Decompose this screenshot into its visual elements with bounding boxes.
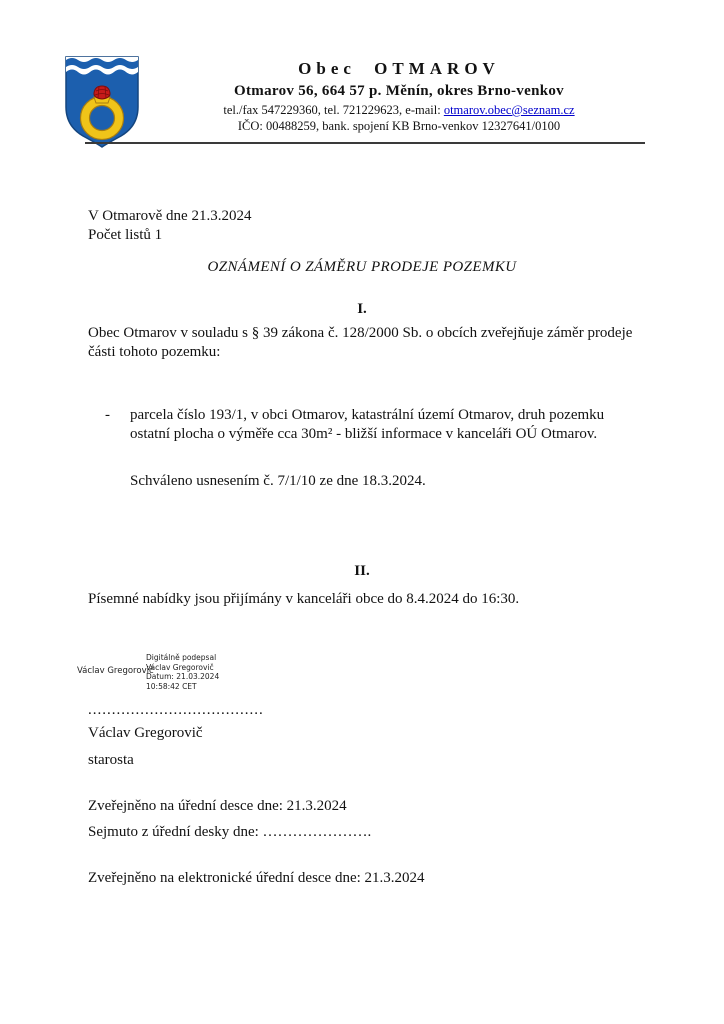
section-2-heading: II. (354, 563, 370, 579)
bullet-item (105, 406, 640, 444)
letterhead (150, 58, 648, 134)
signature-detail-line: Václav Gregorovič (146, 662, 214, 672)
section-1-heading: I. (357, 301, 367, 317)
contact-text: tel./fax 547229360, tel. 721229623, e-mail: (223, 103, 444, 117)
section-2-paragraph: Písemné nabídky jsou přijímány v kanceláři obce do 8.4.2024 do 16:30. (88, 591, 520, 607)
page-count: Počet listů 1 (88, 227, 163, 243)
approval-note: Schváleno usnesením č. 7/1/10 ze dne 18.3.2024. (130, 473, 426, 489)
signature-detail-line: 10:58:42 CET (146, 681, 197, 691)
document-title: OZNÁMENÍ O ZÁMĚRU PRODEJE POZEMKU (207, 259, 517, 275)
header-divider (85, 142, 645, 144)
org-name: Obec OTMAROV (298, 59, 500, 78)
coat-of-arms-icon (64, 55, 140, 149)
section-1-paragraph: Obec Otmarov v souladu s § 39 zákona č. 128/2000 Sb. o obcích zveřejňuje záměr prodeje části tohoto pozemku: (88, 325, 633, 360)
publication-date-line: Zveřejněno na úřední desce dne: 21.3.2024 (88, 798, 347, 814)
signature-small-name: Václav Gregorovič (77, 666, 154, 676)
digital-signature-stamp (75, 651, 315, 697)
org-registration: IČO: 00488259, bank. spojení KB Brno-venkov 12327641/0100 (237, 118, 561, 133)
electronic-publication-line: Zveřejněno na elektronické úřední desce dne: 21.3.2024 (88, 870, 425, 886)
signature-detail-line: Datum: 21.03.2024 (146, 672, 220, 682)
signature-detail-line: Digitálně podepsal (146, 653, 217, 662)
bullet-dash: - (105, 407, 110, 423)
signatory-name: Václav Gregorovič (88, 725, 203, 741)
removal-date-line: Sejmuto z úřední desky dne: …………………. (88, 824, 372, 840)
signatory-role: starosta (88, 752, 134, 768)
org-address: Otmarov 56, 664 57 p. Měnín, okres Brno-venkov (234, 83, 564, 100)
place-date: V Otmarově dne 21.3.2024 (88, 208, 252, 224)
bullet-text: parcela číslo 193/1, v obci Otmarov, katastrální území Otmarov, druh pozemku ostatní plocha o výměře cca 30m² - bližší informace v kanceláři OÚ Otmarov. (130, 407, 605, 442)
email-link[interactable]: otmarov.obec@seznam.cz (443, 103, 575, 117)
signature-details (146, 653, 219, 691)
org-contact (150, 103, 648, 119)
signature-dotted-line: ..................................... (88, 702, 264, 718)
